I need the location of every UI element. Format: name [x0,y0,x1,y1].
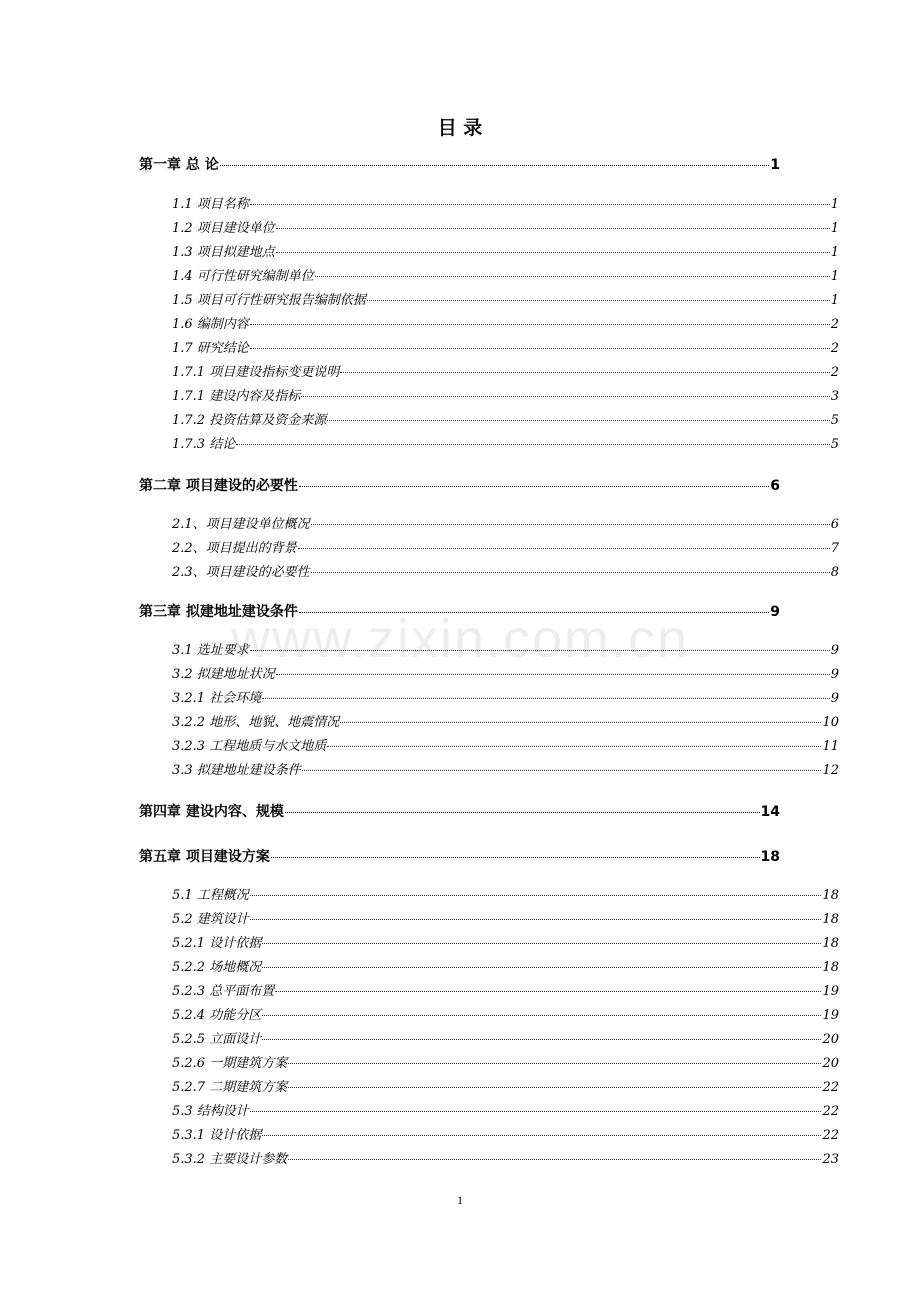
section-page-number: 9 [830,643,839,658]
dot-leader [262,1039,821,1040]
dot-leader [315,276,830,277]
dot-leader [262,943,821,944]
section-label: 1.7.3 结论 [172,437,236,452]
section-page-number: 18 [822,912,839,927]
section-label: 3.2.2 地形、地貌、地震情况 [172,715,340,730]
chapter-label: 第五章 项目建设方案 [139,849,270,865]
dot-leader [276,228,830,229]
dot-leader [250,348,830,349]
dot-leader [250,204,830,205]
dot-leader [276,252,830,253]
section-label: 1.3 项目拟建地点 [172,245,275,260]
toc-section[interactable] [172,908,839,927]
toc-section[interactable] [172,385,839,404]
toc-title: 目 录 [437,117,483,139]
section-page-number: 3 [830,389,839,404]
section-page-number: 11 [822,739,839,754]
chapter-label: 第四章 建设内容、规模 [139,804,284,820]
section-label: 5.2 建筑设计 [172,912,249,927]
toc-section[interactable] [172,1148,839,1167]
section-label: 3.3 拟建地址建设条件 [172,763,301,778]
section-page-number: 1 [830,269,839,284]
toc-chapter-2[interactable] [139,475,780,495]
toc-section[interactable] [172,193,839,212]
dot-leader [271,857,760,858]
section-page-number: 8 [830,565,839,580]
section-page-number: 18 [822,888,839,903]
toc-section[interactable] [172,1052,839,1071]
section-label: 5.3.2 主要设计参数 [172,1152,288,1167]
toc-section[interactable] [172,711,839,730]
section-label: 1.7.1 建设内容及指标 [172,389,301,404]
toc-section[interactable] [172,361,839,380]
toc-section[interactable] [172,265,839,284]
section-label: 3.2.3 工程地质与水文地质 [172,739,327,754]
section-page-number: 23 [822,1152,839,1167]
section-page-number: 5 [830,413,839,428]
section-label: 5.2.4 功能分区 [172,1008,262,1023]
dot-leader [288,1063,821,1064]
dot-leader [299,612,769,613]
dot-leader [250,1111,822,1112]
dot-leader [262,1135,821,1136]
dot-leader [288,1087,821,1088]
toc-section[interactable] [172,337,839,356]
dot-leader [302,770,822,771]
section-label: 2.1、项目建设单位概况 [172,517,310,532]
chapter-label: 第三章 拟建地址建设条件 [139,604,298,620]
section-page-number: 2 [830,341,839,356]
toc-chapter-3[interactable] [139,601,780,621]
section-label: 5.3 结构设计 [172,1104,249,1119]
section-label: 1.7 研究结论 [172,341,249,356]
section-label: 5.3.1 设计依据 [172,1128,262,1143]
toc-section[interactable] [172,1004,839,1023]
chapter-label: 第二章 项目建设的必要性 [139,478,298,494]
section-page-number: 1 [830,293,839,308]
section-label: 1.7.1 项目建设指标变更说明 [172,365,340,380]
dot-leader [301,396,830,397]
dot-leader [288,1159,821,1160]
dot-leader [340,722,821,723]
dot-leader [262,1015,821,1016]
dot-leader [340,372,830,373]
toc-section[interactable] [172,561,839,580]
toc-section[interactable] [172,932,839,951]
toc-section[interactable] [172,663,839,682]
chapter-page-number: 6 [770,478,780,494]
section-label: 5.2.6 一期建筑方案 [172,1056,288,1071]
dot-leader [262,967,821,968]
section-page-number: 2 [830,365,839,380]
section-label: 1.2 项目建设单位 [172,221,275,236]
dot-leader [236,444,830,445]
section-label: 3.2 拟建地址状况 [172,667,275,682]
toc-chapter-4[interactable] [139,801,780,821]
dot-leader [262,698,830,699]
dot-leader [311,572,830,573]
toc-section[interactable] [172,217,839,236]
chapter-page-number: 14 [760,804,780,820]
toc-section[interactable] [172,1100,839,1119]
toc-section[interactable] [172,1028,839,1047]
page-number-footer: 1 [457,1193,463,1207]
toc-section[interactable] [172,241,839,260]
chapter-page-number: 18 [760,849,780,865]
section-page-number: 5 [830,437,839,452]
section-label: 5.2.7 二期建筑方案 [172,1080,288,1095]
section-label: 3.2.1 社会环境 [172,691,262,706]
section-page-number: 1 [830,197,839,212]
section-page-number: 22 [822,1104,839,1119]
section-label: 1.5 项目可行性研究报告编制依据 [172,293,366,308]
toc-section[interactable] [172,433,839,452]
section-page-number: 7 [830,541,839,556]
section-page-number: 20 [822,1032,839,1047]
dot-leader [250,919,822,920]
section-page-number: 12 [822,763,839,778]
section-label: 5.2.1 设计依据 [172,936,262,951]
dot-leader [327,420,830,421]
dot-leader [327,746,821,747]
watermark: www.zixin.com.cn [230,609,690,669]
dot-leader [311,524,830,525]
section-label: 2.3、项目建设的必要性 [172,565,310,580]
toc-chapter-5[interactable] [139,846,780,866]
toc-section[interactable] [172,537,839,556]
section-label: 1.4 可行性研究编制单位 [172,269,314,284]
section-page-number: 22 [822,1128,839,1143]
toc-section[interactable] [172,409,839,428]
section-label: 5.2.3 总平面布置 [172,984,275,999]
dot-leader [298,548,830,549]
section-label: 5.2.2 场地概况 [172,960,262,975]
dot-leader [250,895,822,896]
toc-section[interactable] [172,639,839,658]
dot-leader [250,324,830,325]
section-page-number: 9 [830,667,839,682]
section-page-number: 1 [830,221,839,236]
toc-section[interactable] [172,313,839,332]
section-page-number: 18 [822,960,839,975]
section-page-number: 22 [822,1080,839,1095]
toc-section[interactable] [172,513,839,532]
section-page-number: 2 [830,317,839,332]
toc-section[interactable] [172,980,839,999]
dot-leader [299,486,769,487]
toc-section[interactable] [172,956,839,975]
section-label: 5.2.5 立面设计 [172,1032,262,1047]
toc-section[interactable] [172,884,839,903]
chapter-label: 第一章 总 论 [139,157,219,173]
section-label: 2.2、项目提出的背景 [172,541,297,556]
section-page-number: 18 [822,936,839,951]
toc-chapter-1[interactable] [139,154,780,174]
dot-leader [275,991,821,992]
section-page-number: 9 [830,691,839,706]
section-label: 1.1 项目名称 [172,197,249,212]
section-page-number: 1 [830,245,839,260]
section-label: 1.7.2 投资估算及资金来源 [172,413,327,428]
section-label: 3.1 选址要求 [172,643,249,658]
section-page-number: 19 [822,984,839,999]
dot-leader [250,650,830,651]
dot-leader [220,165,770,166]
toc-section[interactable] [172,1076,839,1095]
chapter-page-number: 1 [770,157,780,173]
section-page-number: 6 [830,517,839,532]
chapter-page-number: 9 [770,604,780,620]
toc-section[interactable] [172,289,839,308]
dot-leader [276,674,830,675]
toc-section[interactable] [172,1124,839,1143]
dot-leader [367,300,830,301]
dot-leader [285,812,760,813]
toc-section[interactable] [172,759,839,778]
toc-section[interactable] [172,687,839,706]
toc-section[interactable] [172,735,839,754]
section-label: 1.6 编制内容 [172,317,249,332]
section-page-number: 19 [822,1008,839,1023]
section-page-number: 10 [822,715,839,730]
section-label: 5.1 工程概况 [172,888,249,903]
section-page-number: 20 [822,1056,839,1071]
